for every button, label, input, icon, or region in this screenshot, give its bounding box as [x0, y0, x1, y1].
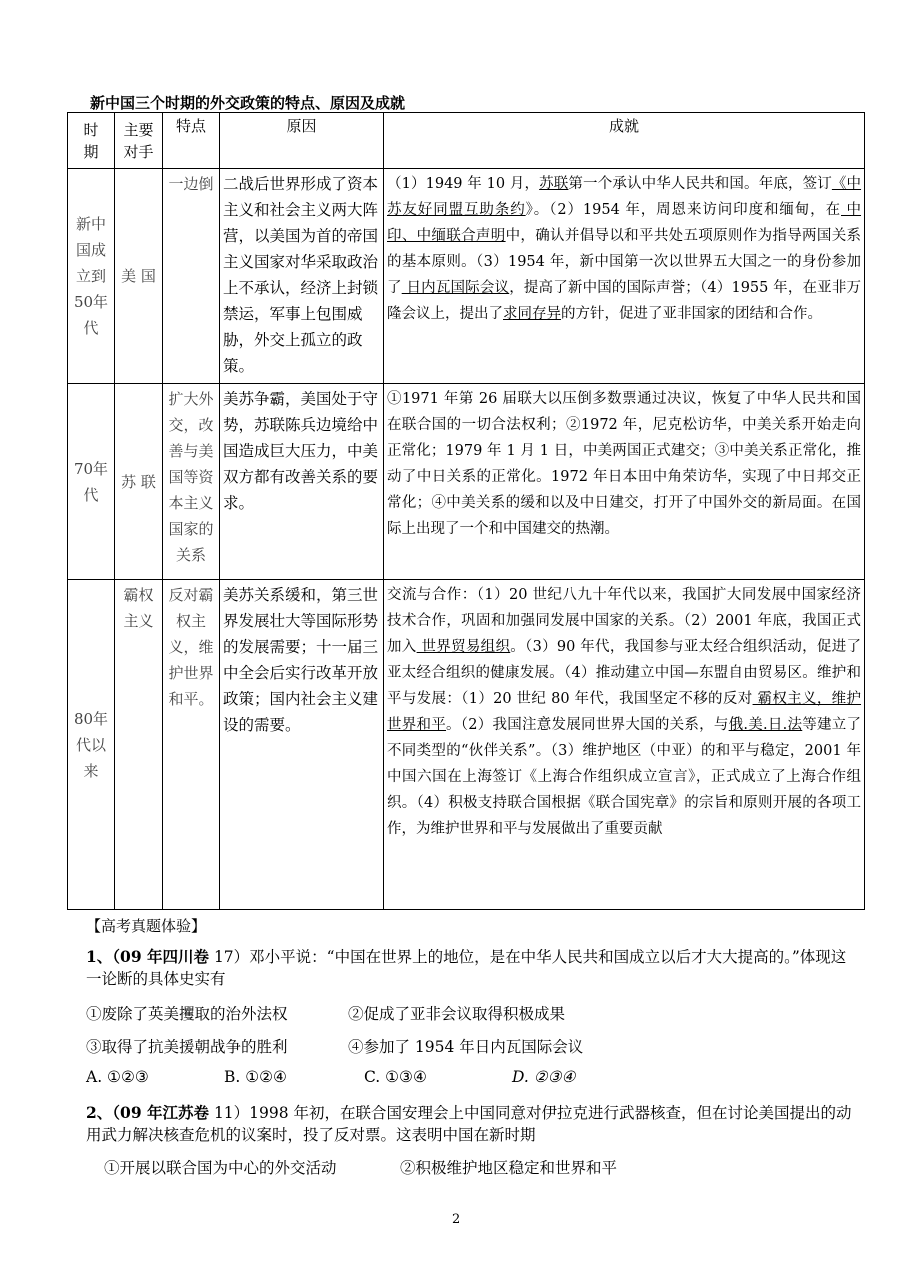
question-number: 1、（09 年四川卷	[86, 947, 210, 966]
page-title: 新中国三个时期的外交政策的特点、原因及成就	[90, 94, 406, 112]
choice-c: C. ①③④	[364, 1068, 427, 1086]
table-row	[68, 580, 865, 910]
question-number: 2、（09 年江苏卷	[86, 1103, 210, 1122]
opponent-cell: 苏 联	[115, 384, 163, 580]
choice-a: A. ①②③	[86, 1068, 149, 1086]
header-achievements: 成就	[384, 113, 865, 169]
header-feature: 特点	[163, 113, 220, 169]
choice-b: B. ①②④	[224, 1068, 287, 1086]
page-number: 2	[452, 1212, 461, 1227]
achievements-cell: （1）1949 年 10 月，苏联第一个承认中华人民共和国。年底，签订《中苏友好同盟互助条约》。（2）1954 年，周恩来访问印度和缅甸，在 中印、中缅联合声明中，确认并倡导以和平共处五项原则作为指导两国关系的基本原则。（3）1954 年，新中国第一次以世界五大国之一的身份参加了 日内瓦国际会议，提高了新中国的国际声誉；（4）1955 年，在亚非万隆会议上，提出了求同存异的方针，促进了亚非国家的团结和合作。	[384, 169, 865, 384]
feature-cell: 扩大外交，改善与美国等资本主义国家的关系	[163, 384, 220, 580]
table-header-row	[68, 113, 865, 169]
option-item: ②促成了亚非会议取得积极成果	[348, 1005, 566, 1023]
choice-d: D. ②③④	[512, 1068, 576, 1086]
opponent-cell: 霸权主义	[115, 580, 163, 910]
header-opponent: 主要对手	[115, 113, 163, 169]
reason-cell: 美苏争霸，美国处于守势，苏联陈兵边境给中国造成巨大压力，中美双方都有改善关系的要求。	[220, 384, 384, 580]
period-cell: 80年代以来	[68, 580, 115, 910]
option-item: ②积极维护地区稳定和世界和平	[400, 1159, 618, 1177]
reason-cell: 二战后世界形成了资本主义和社会主义两大阵营，以美国为首的帝国主义国家对华采取政治上不承认，经济上封锁禁运，军事上包围威胁，外交上孤立的政策。	[220, 169, 384, 384]
reason-cell: 美苏关系缓和，第三世界发展壮大等国际形势的发展需要；十一届三中全会后实行改革开放政策；国内社会主义建设的需要。	[220, 580, 384, 910]
foreign-policy-table	[67, 112, 865, 910]
option-item: ④参加了 1954 年日内瓦国际会议	[348, 1038, 584, 1056]
header-period: 时 期	[68, 113, 115, 169]
table-row	[68, 169, 865, 384]
feature-cell: 一边倒	[163, 169, 220, 384]
achievements-cell: ①1971 年第 26 届联大以压倒多数票通过决议，恢复了中华人民共和国在联合国的一切合法权利；②1972 年，尼克松访华，中美关系开始走向正常化；1979 年 1 月 1 日，中美两国正式建交；③中美关系正常化，推动了中日关系的正常化。1972 年日本田中角荣访华，实现了中日邦交正常化；④中美关系的缓和以及中日建交，打开了中国外交的新局面。在国际上出现了一个和中国建交的热潮。	[384, 384, 865, 580]
question-2	[86, 1102, 856, 1146]
option-item: ③取得了抗美援朝战争的胜利	[86, 1038, 288, 1056]
header-reason: 原因	[220, 113, 384, 169]
option-item: ①废除了英美攫取的治外法权	[86, 1005, 288, 1023]
question-text: 11）1998 年初，在联合国安理会上中国同意对伊拉克进行武器核查，但在讨论美国提出的动用武力解决核查危机的议案时，投了反对票。这表明中国在新时期	[86, 1104, 852, 1144]
question-1	[86, 946, 856, 990]
question-text: 17）邓小平说：“中国在世界上的地位，是在中华人民共和国成立以后才大大提高的。”体现这一论断的具体史实有	[86, 948, 847, 988]
section-title: 【高考真题体验】	[86, 917, 207, 935]
table-row	[68, 384, 865, 580]
opponent-cell: 美 国	[115, 169, 163, 384]
option-item: ①开展以联合国为中心的外交活动	[104, 1159, 337, 1177]
feature-cell: 反对霸权主义，维护世界和平。	[163, 580, 220, 910]
achievements-cell: 交流与合作：（1）20 世纪八九十年代以来，我国扩大同发展中国家经济技术合作，巩固和加强同发展中国家的关系。（2）2001 年底，我国正式加入 世界贸易组织。（3）90 年代，我国参与亚太经合组织活动，促进了亚太经合组织的健康发展。（4）推动建立中国—东盟自由贸易区。维护和平与发展：（1）20 世纪 80 年代，我国坚定不移的反对 霸权主义，维护世界和平。（2）我国注意发展同世界大国的关系，与俄.美.日.法等建立了不同类型的“伙伴关系”。（3）维护地区（中亚）的和平与稳定，2001 年中国六国在上海签订《上海合作组织成立宣言》，正式成立了上海合作组织。（4）积极支持联合国根据《联合国宪章》的宗旨和原则开展的各项工作，为维护世界和平与发展做出了重要贡献	[384, 580, 865, 910]
period-cell: 70年代	[68, 384, 115, 580]
period-cell: 新中国成立到50年代	[68, 169, 115, 384]
